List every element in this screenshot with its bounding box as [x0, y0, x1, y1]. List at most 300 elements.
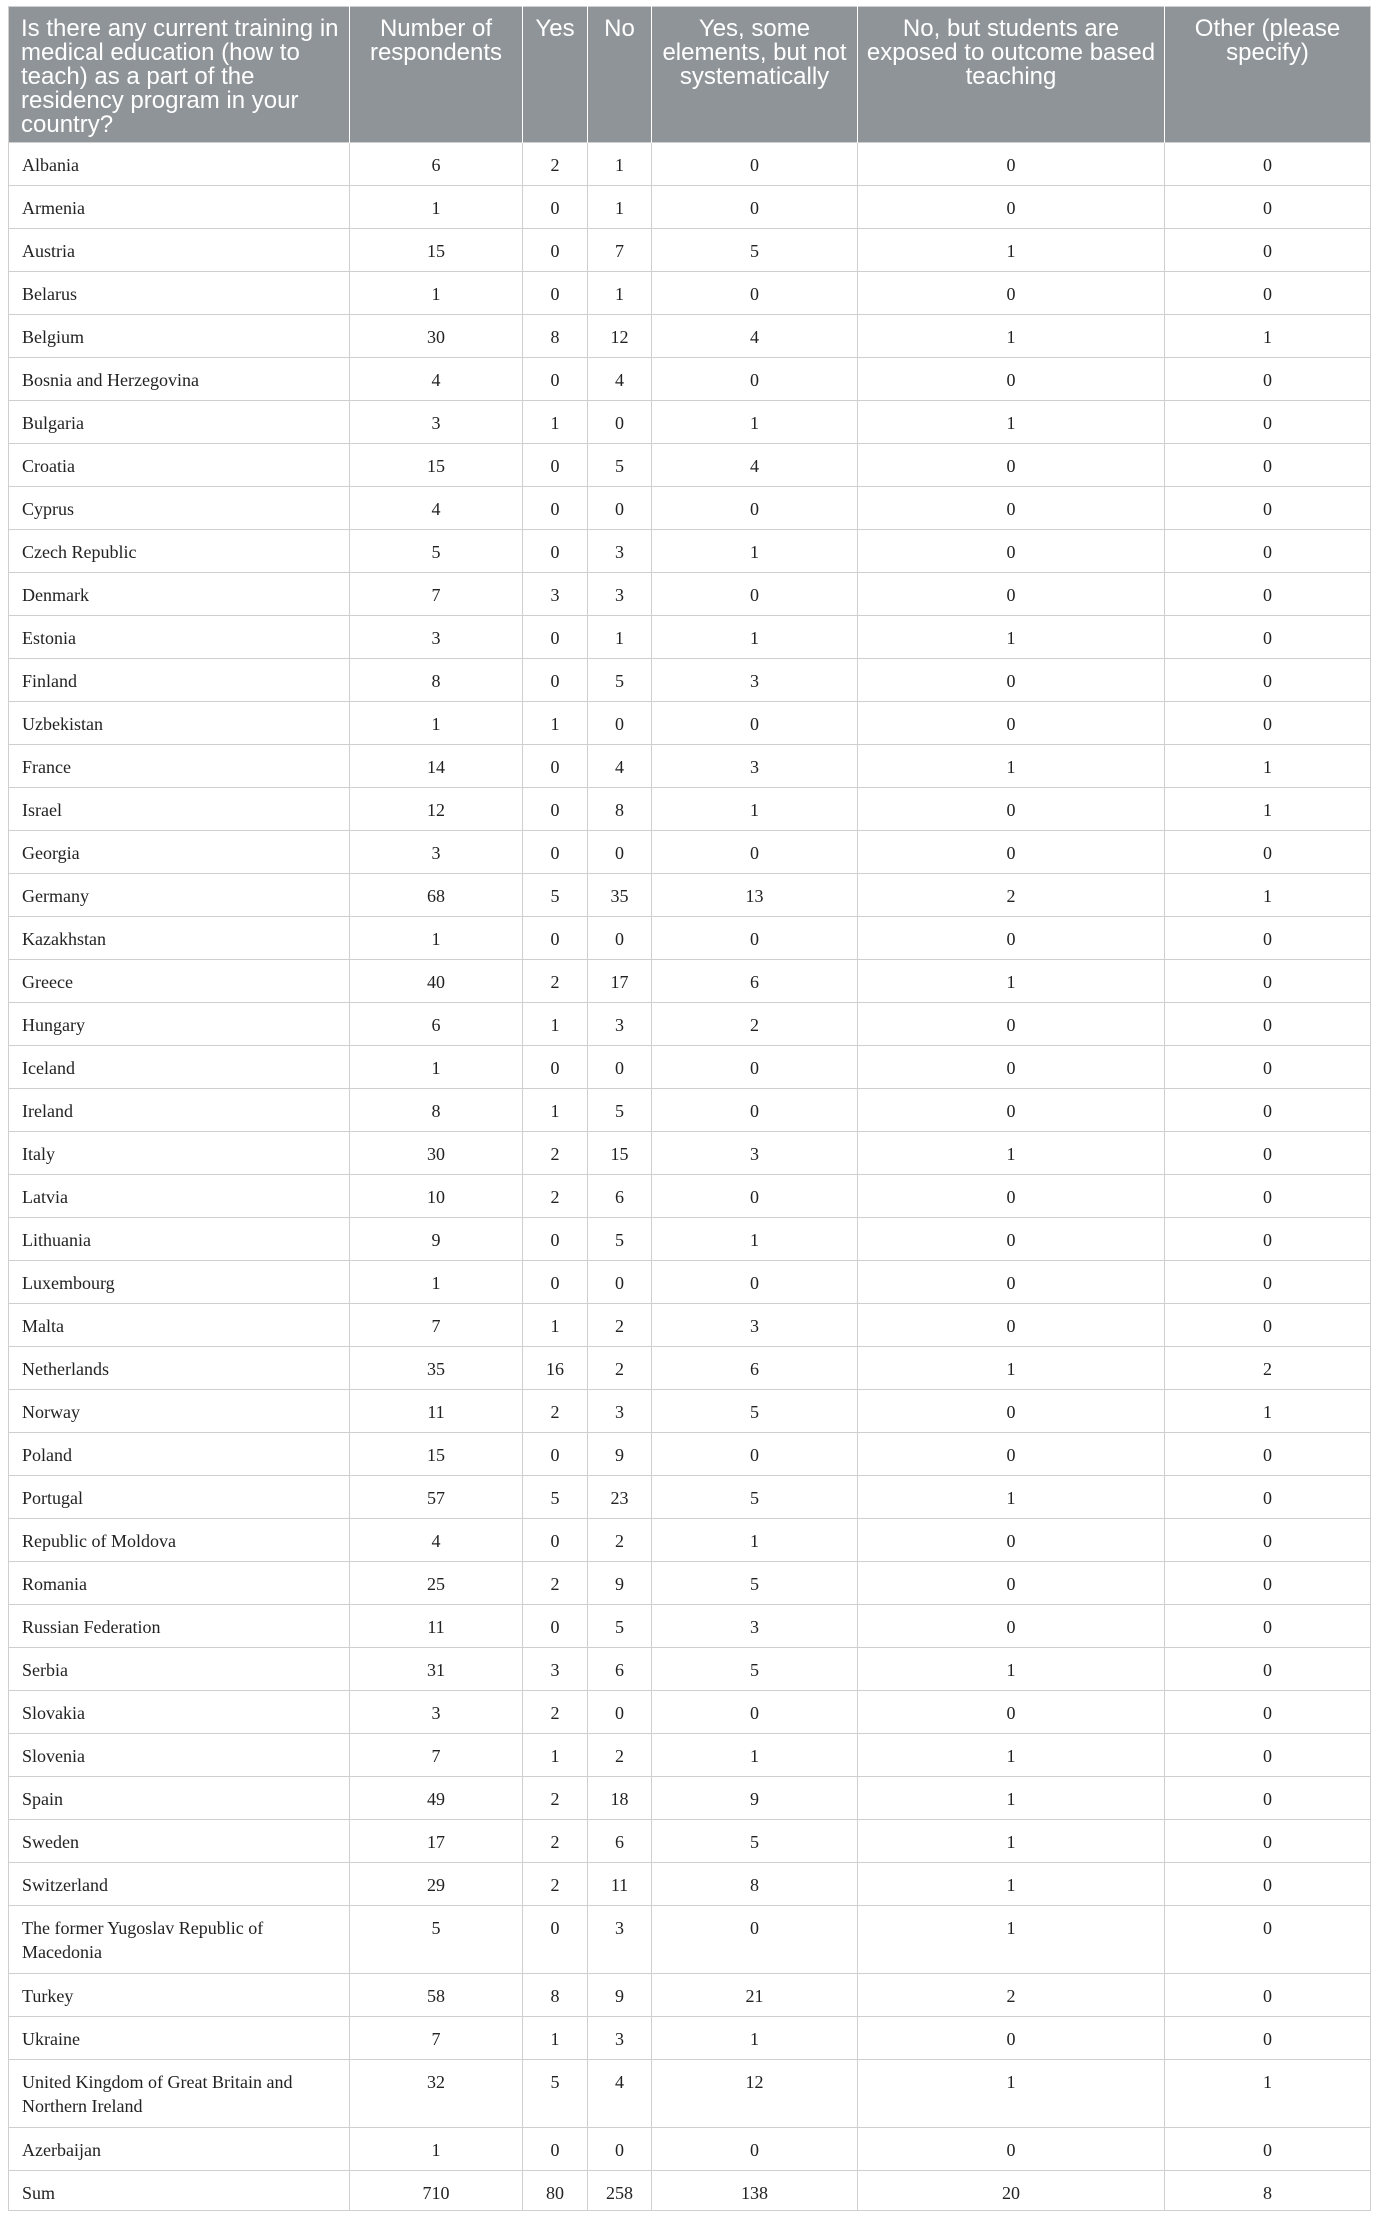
- some-elements-cell: 0: [652, 573, 858, 616]
- country-cell: Kazakhstan: [9, 917, 350, 960]
- some-elements-cell: 0: [652, 1433, 858, 1476]
- some-elements-cell: 0: [652, 1906, 858, 1974]
- yes-cell: 16: [523, 1347, 588, 1390]
- respondents-cell: 7: [350, 2017, 523, 2060]
- header-question: Is there any current training in medical education (how to teach) as a part of the residency program in your country?: [9, 7, 350, 143]
- other-cell: 0: [1165, 1261, 1371, 1304]
- other-cell: 0: [1165, 960, 1371, 1003]
- some-elements-cell: 1: [652, 1519, 858, 1562]
- respondents-cell: 3: [350, 831, 523, 874]
- other-cell: 0: [1165, 530, 1371, 573]
- no-cell: 5: [588, 1218, 652, 1261]
- country-cell: Romania: [9, 1562, 350, 1605]
- no-cell: 3: [588, 2017, 652, 2060]
- respondents-cell: 6: [350, 143, 523, 186]
- yes-cell: 2: [523, 960, 588, 1003]
- outcome-based-cell: 1: [858, 1863, 1165, 1906]
- outcome-based-cell: 0: [858, 444, 1165, 487]
- some-elements-cell: 1: [652, 788, 858, 831]
- some-elements-cell: 0: [652, 1175, 858, 1218]
- some-elements-cell: 0: [652, 831, 858, 874]
- respondents-cell: 5: [350, 1906, 523, 1974]
- country-cell: Albania: [9, 143, 350, 186]
- some-elements-cell: 0: [652, 1691, 858, 1734]
- other-cell: 0: [1165, 1003, 1371, 1046]
- country-cell: Greece: [9, 960, 350, 1003]
- table-row: [9, 2060, 1371, 2128]
- outcome-based-cell: 0: [858, 917, 1165, 960]
- other-cell: 0: [1165, 1132, 1371, 1175]
- no-cell: 17: [588, 960, 652, 1003]
- country-cell: Armenia: [9, 186, 350, 229]
- some-elements-cell: 12: [652, 2060, 858, 2128]
- other-cell: 0: [1165, 487, 1371, 530]
- no-cell: 2: [588, 1519, 652, 1562]
- respondents-cell: 1: [350, 1261, 523, 1304]
- country-cell: Belgium: [9, 315, 350, 358]
- outcome-based-cell: 0: [858, 272, 1165, 315]
- some-elements-cell: 5: [652, 229, 858, 272]
- yes-cell: 2: [523, 1691, 588, 1734]
- country-cell: Ukraine: [9, 2017, 350, 2060]
- country-cell: Serbia: [9, 1648, 350, 1691]
- no-cell: 3: [588, 1003, 652, 1046]
- table-row: [9, 616, 1371, 659]
- no-cell: 5: [588, 659, 652, 702]
- yes-cell: 80: [523, 2171, 588, 2211]
- some-elements-cell: 5: [652, 1476, 858, 1519]
- respondents-cell: 29: [350, 1863, 523, 1906]
- country-cell: Estonia: [9, 616, 350, 659]
- yes-cell: 0: [523, 186, 588, 229]
- country-cell: Portugal: [9, 1476, 350, 1519]
- yes-cell: 1: [523, 401, 588, 444]
- outcome-based-cell: 0: [858, 1691, 1165, 1734]
- outcome-based-cell: 0: [858, 788, 1165, 831]
- other-cell: 0: [1165, 1476, 1371, 1519]
- no-cell: 258: [588, 2171, 652, 2211]
- table-row: [9, 960, 1371, 1003]
- respondents-cell: 5: [350, 530, 523, 573]
- other-cell: 0: [1165, 1777, 1371, 1820]
- no-cell: 0: [588, 831, 652, 874]
- table-row: [9, 831, 1371, 874]
- other-cell: 0: [1165, 1863, 1371, 1906]
- table-row: [9, 487, 1371, 530]
- yes-cell: 0: [523, 831, 588, 874]
- country-cell: Croatia: [9, 444, 350, 487]
- country-cell: Belarus: [9, 272, 350, 315]
- no-cell: 3: [588, 573, 652, 616]
- yes-cell: 0: [523, 1605, 588, 1648]
- outcome-based-cell: 0: [858, 1519, 1165, 1562]
- other-cell: 1: [1165, 874, 1371, 917]
- table-row: [9, 1390, 1371, 1433]
- some-elements-cell: 13: [652, 874, 858, 917]
- header-other: Other (please specify): [1165, 7, 1371, 143]
- some-elements-cell: 1: [652, 401, 858, 444]
- other-cell: 0: [1165, 1562, 1371, 1605]
- country-cell: Denmark: [9, 573, 350, 616]
- table-row: [9, 659, 1371, 702]
- some-elements-cell: 3: [652, 1605, 858, 1648]
- other-cell: 0: [1165, 659, 1371, 702]
- outcome-based-cell: 0: [858, 1304, 1165, 1347]
- no-cell: 0: [588, 917, 652, 960]
- no-cell: 1: [588, 143, 652, 186]
- some-elements-cell: 0: [652, 143, 858, 186]
- yes-cell: 2: [523, 1863, 588, 1906]
- outcome-based-cell: 0: [858, 530, 1165, 573]
- table-row: [9, 1261, 1371, 1304]
- no-cell: 23: [588, 1476, 652, 1519]
- respondents-cell: 4: [350, 1519, 523, 1562]
- country-cell: Luxembourg: [9, 1261, 350, 1304]
- yes-cell: 3: [523, 573, 588, 616]
- some-elements-cell: 0: [652, 272, 858, 315]
- no-cell: 4: [588, 358, 652, 401]
- outcome-based-cell: 2: [858, 1974, 1165, 2017]
- table-row: [9, 1218, 1371, 1261]
- no-cell: 0: [588, 1261, 652, 1304]
- header-yes: Yes: [523, 7, 588, 143]
- other-cell: 1: [1165, 788, 1371, 831]
- some-elements-cell: 4: [652, 444, 858, 487]
- some-elements-cell: 0: [652, 358, 858, 401]
- other-cell: 1: [1165, 315, 1371, 358]
- outcome-based-cell: 1: [858, 2060, 1165, 2128]
- table-row: [9, 1648, 1371, 1691]
- header-respondents: Number of respondents: [350, 7, 523, 143]
- no-cell: 1: [588, 272, 652, 315]
- other-cell: 0: [1165, 2128, 1371, 2171]
- country-cell: Russian Federation: [9, 1605, 350, 1648]
- other-cell: 0: [1165, 229, 1371, 272]
- no-cell: 3: [588, 1390, 652, 1433]
- table-row: [9, 229, 1371, 272]
- header-row: [9, 7, 1371, 143]
- respondents-cell: 11: [350, 1605, 523, 1648]
- some-elements-cell: 0: [652, 186, 858, 229]
- yes-cell: 5: [523, 2060, 588, 2128]
- respondents-cell: 31: [350, 1648, 523, 1691]
- some-elements-cell: 1: [652, 530, 858, 573]
- respondents-cell: 7: [350, 1304, 523, 1347]
- respondents-cell: 11: [350, 1390, 523, 1433]
- other-cell: 0: [1165, 917, 1371, 960]
- table-row: [9, 2128, 1371, 2171]
- table-header: [9, 7, 1371, 143]
- outcome-based-cell: 0: [858, 1562, 1165, 1605]
- respondents-cell: 57: [350, 1476, 523, 1519]
- yes-cell: 0: [523, 1519, 588, 1562]
- yes-cell: 2: [523, 143, 588, 186]
- yes-cell: 0: [523, 1218, 588, 1261]
- other-cell: 0: [1165, 1648, 1371, 1691]
- respondents-cell: 1: [350, 186, 523, 229]
- other-cell: 0: [1165, 1046, 1371, 1089]
- yes-cell: 0: [523, 444, 588, 487]
- country-cell: Bulgaria: [9, 401, 350, 444]
- table-row: [9, 1974, 1371, 2017]
- yes-cell: 8: [523, 315, 588, 358]
- no-cell: 4: [588, 745, 652, 788]
- some-elements-cell: 3: [652, 1304, 858, 1347]
- header-some-elements: Yes, some elements, but not systematically: [652, 7, 858, 143]
- some-elements-cell: 0: [652, 917, 858, 960]
- other-cell: 2: [1165, 1347, 1371, 1390]
- outcome-based-cell: 0: [858, 487, 1165, 530]
- country-cell: Finland: [9, 659, 350, 702]
- no-cell: 7: [588, 229, 652, 272]
- other-cell: 0: [1165, 702, 1371, 745]
- country-cell: Norway: [9, 1390, 350, 1433]
- outcome-based-cell: 0: [858, 573, 1165, 616]
- respondents-cell: 8: [350, 1089, 523, 1132]
- yes-cell: 0: [523, 788, 588, 831]
- header-no: No: [588, 7, 652, 143]
- outcome-based-cell: 0: [858, 1605, 1165, 1648]
- table-row: [9, 1777, 1371, 1820]
- table-row: [9, 573, 1371, 616]
- country-cell: Georgia: [9, 831, 350, 874]
- no-cell: 9: [588, 1562, 652, 1605]
- other-cell: 0: [1165, 1734, 1371, 1777]
- other-cell: 0: [1165, 1906, 1371, 1974]
- other-cell: 0: [1165, 1691, 1371, 1734]
- some-elements-cell: 3: [652, 745, 858, 788]
- some-elements-cell: 5: [652, 1648, 858, 1691]
- country-cell: Hungary: [9, 1003, 350, 1046]
- some-elements-cell: 2: [652, 1003, 858, 1046]
- table-row: [9, 1820, 1371, 1863]
- respondents-cell: 3: [350, 401, 523, 444]
- table-row: [9, 1691, 1371, 1734]
- country-cell: Cyprus: [9, 487, 350, 530]
- some-elements-cell: 0: [652, 487, 858, 530]
- yes-cell: 0: [523, 1433, 588, 1476]
- no-cell: 0: [588, 487, 652, 530]
- table-row: [9, 1175, 1371, 1218]
- other-cell: 0: [1165, 444, 1371, 487]
- yes-cell: 0: [523, 1906, 588, 1974]
- country-cell: Slovakia: [9, 1691, 350, 1734]
- table-row: [9, 702, 1371, 745]
- respondents-cell: 15: [350, 229, 523, 272]
- other-cell: 0: [1165, 1175, 1371, 1218]
- outcome-based-cell: 0: [858, 1261, 1165, 1304]
- outcome-based-cell: 1: [858, 745, 1165, 788]
- country-cell: Ireland: [9, 1089, 350, 1132]
- respondents-cell: 12: [350, 788, 523, 831]
- table-row: [9, 1132, 1371, 1175]
- yes-cell: 0: [523, 272, 588, 315]
- other-cell: 0: [1165, 1218, 1371, 1261]
- outcome-based-cell: 1: [858, 315, 1165, 358]
- no-cell: 1: [588, 186, 652, 229]
- yes-cell: 1: [523, 1734, 588, 1777]
- outcome-based-cell: 1: [858, 1648, 1165, 1691]
- yes-cell: 1: [523, 1304, 588, 1347]
- some-elements-cell: 3: [652, 659, 858, 702]
- table-row: [9, 530, 1371, 573]
- respondents-cell: 68: [350, 874, 523, 917]
- outcome-based-cell: 0: [858, 1218, 1165, 1261]
- respondents-cell: 15: [350, 1433, 523, 1476]
- table-row: [9, 1347, 1371, 1390]
- table-row: [9, 186, 1371, 229]
- no-cell: 1: [588, 616, 652, 659]
- respondents-cell: 1: [350, 2128, 523, 2171]
- respondents-cell: 6: [350, 1003, 523, 1046]
- no-cell: 5: [588, 1089, 652, 1132]
- no-cell: 0: [588, 702, 652, 745]
- table-row: [9, 272, 1371, 315]
- table-row: [9, 1519, 1371, 1562]
- respondents-cell: 15: [350, 444, 523, 487]
- table-row: [9, 358, 1371, 401]
- table-row: [9, 1476, 1371, 1519]
- respondents-cell: 3: [350, 1691, 523, 1734]
- country-cell: Iceland: [9, 1046, 350, 1089]
- outcome-based-cell: 0: [858, 186, 1165, 229]
- outcome-based-cell: 0: [858, 1433, 1165, 1476]
- outcome-based-cell: 1: [858, 616, 1165, 659]
- yes-cell: 0: [523, 1046, 588, 1089]
- no-cell: 2: [588, 1304, 652, 1347]
- yes-cell: 0: [523, 487, 588, 530]
- no-cell: 2: [588, 1347, 652, 1390]
- table-body: [9, 143, 1371, 2211]
- outcome-based-cell: 1: [858, 1347, 1165, 1390]
- yes-cell: 0: [523, 745, 588, 788]
- country-cell: Netherlands: [9, 1347, 350, 1390]
- respondents-cell: 1: [350, 702, 523, 745]
- other-cell: 0: [1165, 1089, 1371, 1132]
- yes-cell: 2: [523, 1777, 588, 1820]
- respondents-cell: 1: [350, 1046, 523, 1089]
- yes-cell: 0: [523, 358, 588, 401]
- table-row: [9, 1605, 1371, 1648]
- country-cell: Azerbaijan: [9, 2128, 350, 2171]
- respondents-cell: 8: [350, 659, 523, 702]
- respondents-cell: 3: [350, 616, 523, 659]
- other-cell: 0: [1165, 186, 1371, 229]
- no-cell: 0: [588, 401, 652, 444]
- other-cell: 0: [1165, 2017, 1371, 2060]
- outcome-based-cell: 1: [858, 1734, 1165, 1777]
- country-cell: Lithuania: [9, 1218, 350, 1261]
- outcome-based-cell: 1: [858, 960, 1165, 1003]
- other-cell: 0: [1165, 1304, 1371, 1347]
- country-cell: Turkey: [9, 1974, 350, 2017]
- some-elements-cell: 3: [652, 1132, 858, 1175]
- other-cell: 1: [1165, 1390, 1371, 1433]
- outcome-based-cell: 0: [858, 1089, 1165, 1132]
- table-row: [9, 788, 1371, 831]
- survey-table: [8, 6, 1371, 2211]
- some-elements-cell: 5: [652, 1820, 858, 1863]
- yes-cell: 5: [523, 1476, 588, 1519]
- no-cell: 3: [588, 1906, 652, 1974]
- respondents-cell: 4: [350, 487, 523, 530]
- outcome-based-cell: 0: [858, 1046, 1165, 1089]
- table-row: [9, 1906, 1371, 1974]
- some-elements-cell: 1: [652, 2017, 858, 2060]
- outcome-based-cell: 1: [858, 1777, 1165, 1820]
- outcome-based-cell: 1: [858, 1906, 1165, 1974]
- outcome-based-cell: 0: [858, 831, 1165, 874]
- outcome-based-cell: 0: [858, 2128, 1165, 2171]
- outcome-based-cell: 1: [858, 401, 1165, 444]
- no-cell: 4: [588, 2060, 652, 2128]
- some-elements-cell: 0: [652, 702, 858, 745]
- outcome-based-cell: 0: [858, 358, 1165, 401]
- country-cell: Switzerland: [9, 1863, 350, 1906]
- outcome-based-cell: 0: [858, 1390, 1165, 1433]
- yes-cell: 1: [523, 702, 588, 745]
- table-row: [9, 1863, 1371, 1906]
- outcome-based-cell: 0: [858, 702, 1165, 745]
- some-elements-cell: 6: [652, 960, 858, 1003]
- yes-cell: 1: [523, 1003, 588, 1046]
- country-cell: Austria: [9, 229, 350, 272]
- no-cell: 6: [588, 1175, 652, 1218]
- country-cell: Malta: [9, 1304, 350, 1347]
- table-row: [9, 1089, 1371, 1132]
- outcome-based-cell: 1: [858, 1476, 1165, 1519]
- yes-cell: 1: [523, 2017, 588, 2060]
- table-row: [9, 1046, 1371, 1089]
- country-cell: France: [9, 745, 350, 788]
- respondents-cell: 49: [350, 1777, 523, 1820]
- yes-cell: 0: [523, 229, 588, 272]
- respondents-cell: 710: [350, 2171, 523, 2211]
- other-cell: 1: [1165, 745, 1371, 788]
- respondents-cell: 4: [350, 358, 523, 401]
- yes-cell: 0: [523, 1261, 588, 1304]
- respondents-cell: 25: [350, 1562, 523, 1605]
- some-elements-cell: 21: [652, 1974, 858, 2017]
- no-cell: 0: [588, 2128, 652, 2171]
- respondents-cell: 7: [350, 573, 523, 616]
- yes-cell: 0: [523, 917, 588, 960]
- some-elements-cell: 1: [652, 1218, 858, 1261]
- sum-row: [9, 2171, 1371, 2211]
- some-elements-cell: 5: [652, 1562, 858, 1605]
- yes-cell: 0: [523, 2128, 588, 2171]
- yes-cell: 0: [523, 530, 588, 573]
- country-cell: Slovenia: [9, 1734, 350, 1777]
- no-cell: 9: [588, 1974, 652, 2017]
- respondents-cell: 10: [350, 1175, 523, 1218]
- country-cell: Czech Republic: [9, 530, 350, 573]
- no-cell: 5: [588, 444, 652, 487]
- yes-cell: 2: [523, 1820, 588, 1863]
- no-cell: 6: [588, 1820, 652, 1863]
- some-elements-cell: 1: [652, 616, 858, 659]
- other-cell: 0: [1165, 1605, 1371, 1648]
- no-cell: 9: [588, 1433, 652, 1476]
- outcome-based-cell: 0: [858, 659, 1165, 702]
- table-row: [9, 2017, 1371, 2060]
- other-cell: 0: [1165, 358, 1371, 401]
- country-cell: Republic of Moldova: [9, 1519, 350, 1562]
- table-row: [9, 1304, 1371, 1347]
- no-cell: 35: [588, 874, 652, 917]
- some-elements-cell: 5: [652, 1390, 858, 1433]
- table-row: [9, 745, 1371, 788]
